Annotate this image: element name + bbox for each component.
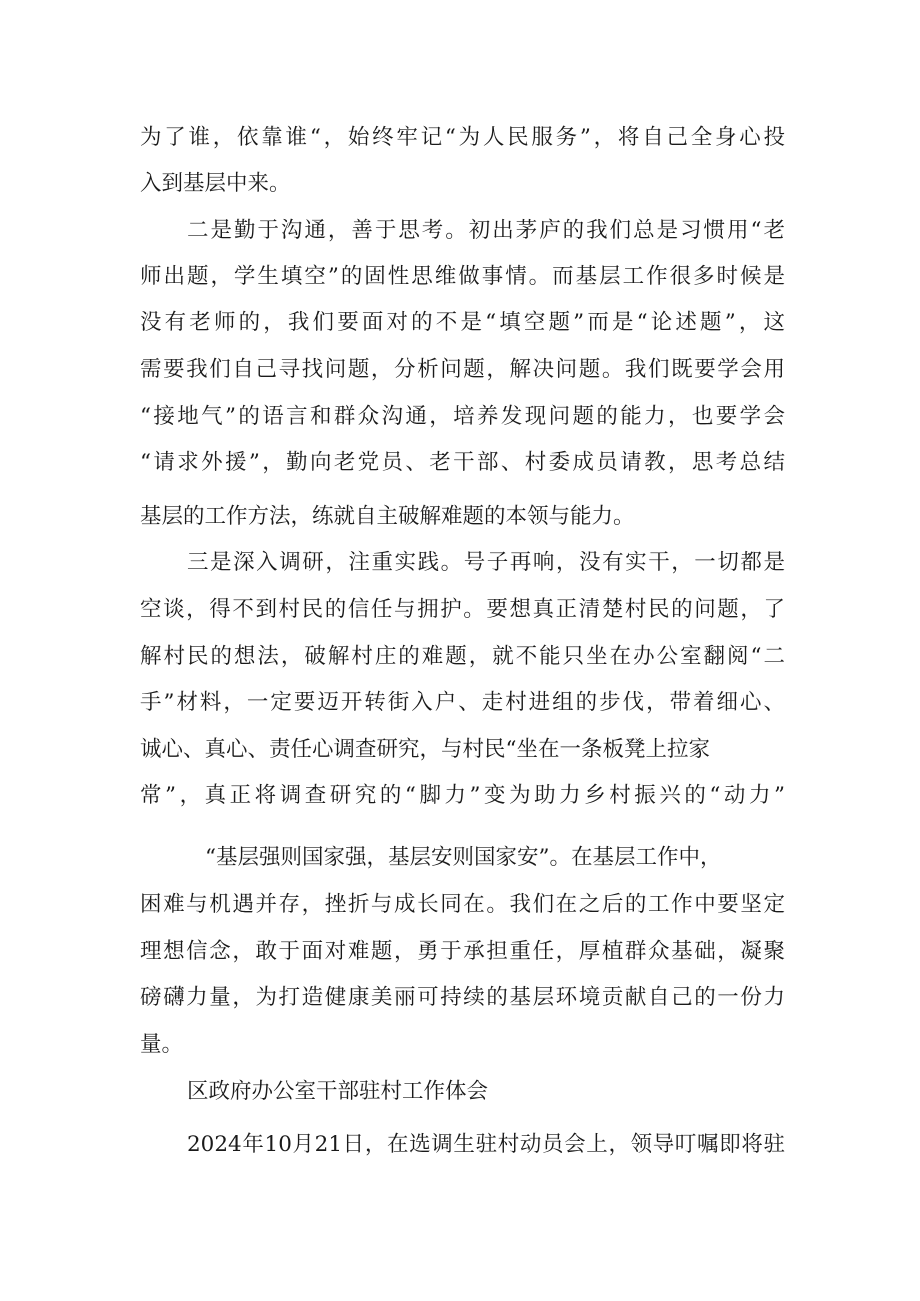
paragraph-line: 二是勤于沟通，善于思考。初出茅庐的我们总是习惯用“老 [187, 218, 785, 243]
paragraph-line: 困难与机遇并存，挫折与成长同在。我们在之后的工作中要坚定 [140, 892, 785, 917]
paragraph-line: 师出题，学生填空”的固性思维做事情。而基层工作很多时候是 [140, 264, 785, 289]
section-heading: 区政府办公室干部驻村工作体会 [187, 1079, 489, 1104]
paragraph-line: 手”材料，一定要迈开转街入户、走村进组的步伐，带着细心、 [140, 690, 785, 715]
paragraph-line: 需要我们自己寻找问题，分析问题，解决问题。我们既要学会用 [140, 357, 785, 382]
paragraph-line: “接地气”的语言和群众沟通，培养发现问题的能力，也要学会 [140, 404, 785, 429]
paragraph-line: 没有老师的，我们要面对的不是“填空题”而是“论述题”，这 [140, 310, 785, 335]
paragraph-line: 空谈，得不到村民的信任与拥护。要想真正清楚村民的问题，了 [140, 597, 785, 622]
paragraph-line: 理想信念，敢于面对难题，勇于承担重任，厚植群众基础，凝聚 [140, 939, 785, 964]
paragraph-line: 入到基层中来。 [140, 171, 291, 196]
paragraph-line: 量。 [140, 1032, 184, 1057]
paragraph-line: 磅礴力量，为打造健康美丽可持续的基层环境贡献自己的一份力 [140, 985, 785, 1010]
paragraph-line: 诚心、真心、责任心调查研究，与村民“坐在一条板凳上拉家 [140, 737, 710, 762]
paragraph-line: 三是深入调研，注重实践。号子再响，没有实干，一切都是 [187, 550, 785, 575]
paragraph-line: 基层的工作方法，练就自主破解难题的本领与能力。 [140, 504, 635, 529]
paragraph-line: 2024年10月21日，在选调生驻村动员会上，领导叮嘱即将驻 [187, 1132, 785, 1157]
paragraph-line: “基层强则国家强，基层安则国家安”。在基层工作中， [205, 845, 722, 870]
paragraph-line: 常”，真正将调查研究的“脚力”变为助力乡村振兴的“动力” [140, 783, 785, 808]
paragraph-line: 解村民的想法，破解村庄的难题，就不能只坐在办公室翻阅“二 [140, 644, 785, 669]
paragraph-line: 为了谁，依靠谁“，始终牢记“为人民服务”，将自己全身心投 [140, 125, 785, 150]
paragraph-line: “请求外援”，勤向老党员、老干部、村委成员请教，思考总结 [140, 450, 785, 475]
